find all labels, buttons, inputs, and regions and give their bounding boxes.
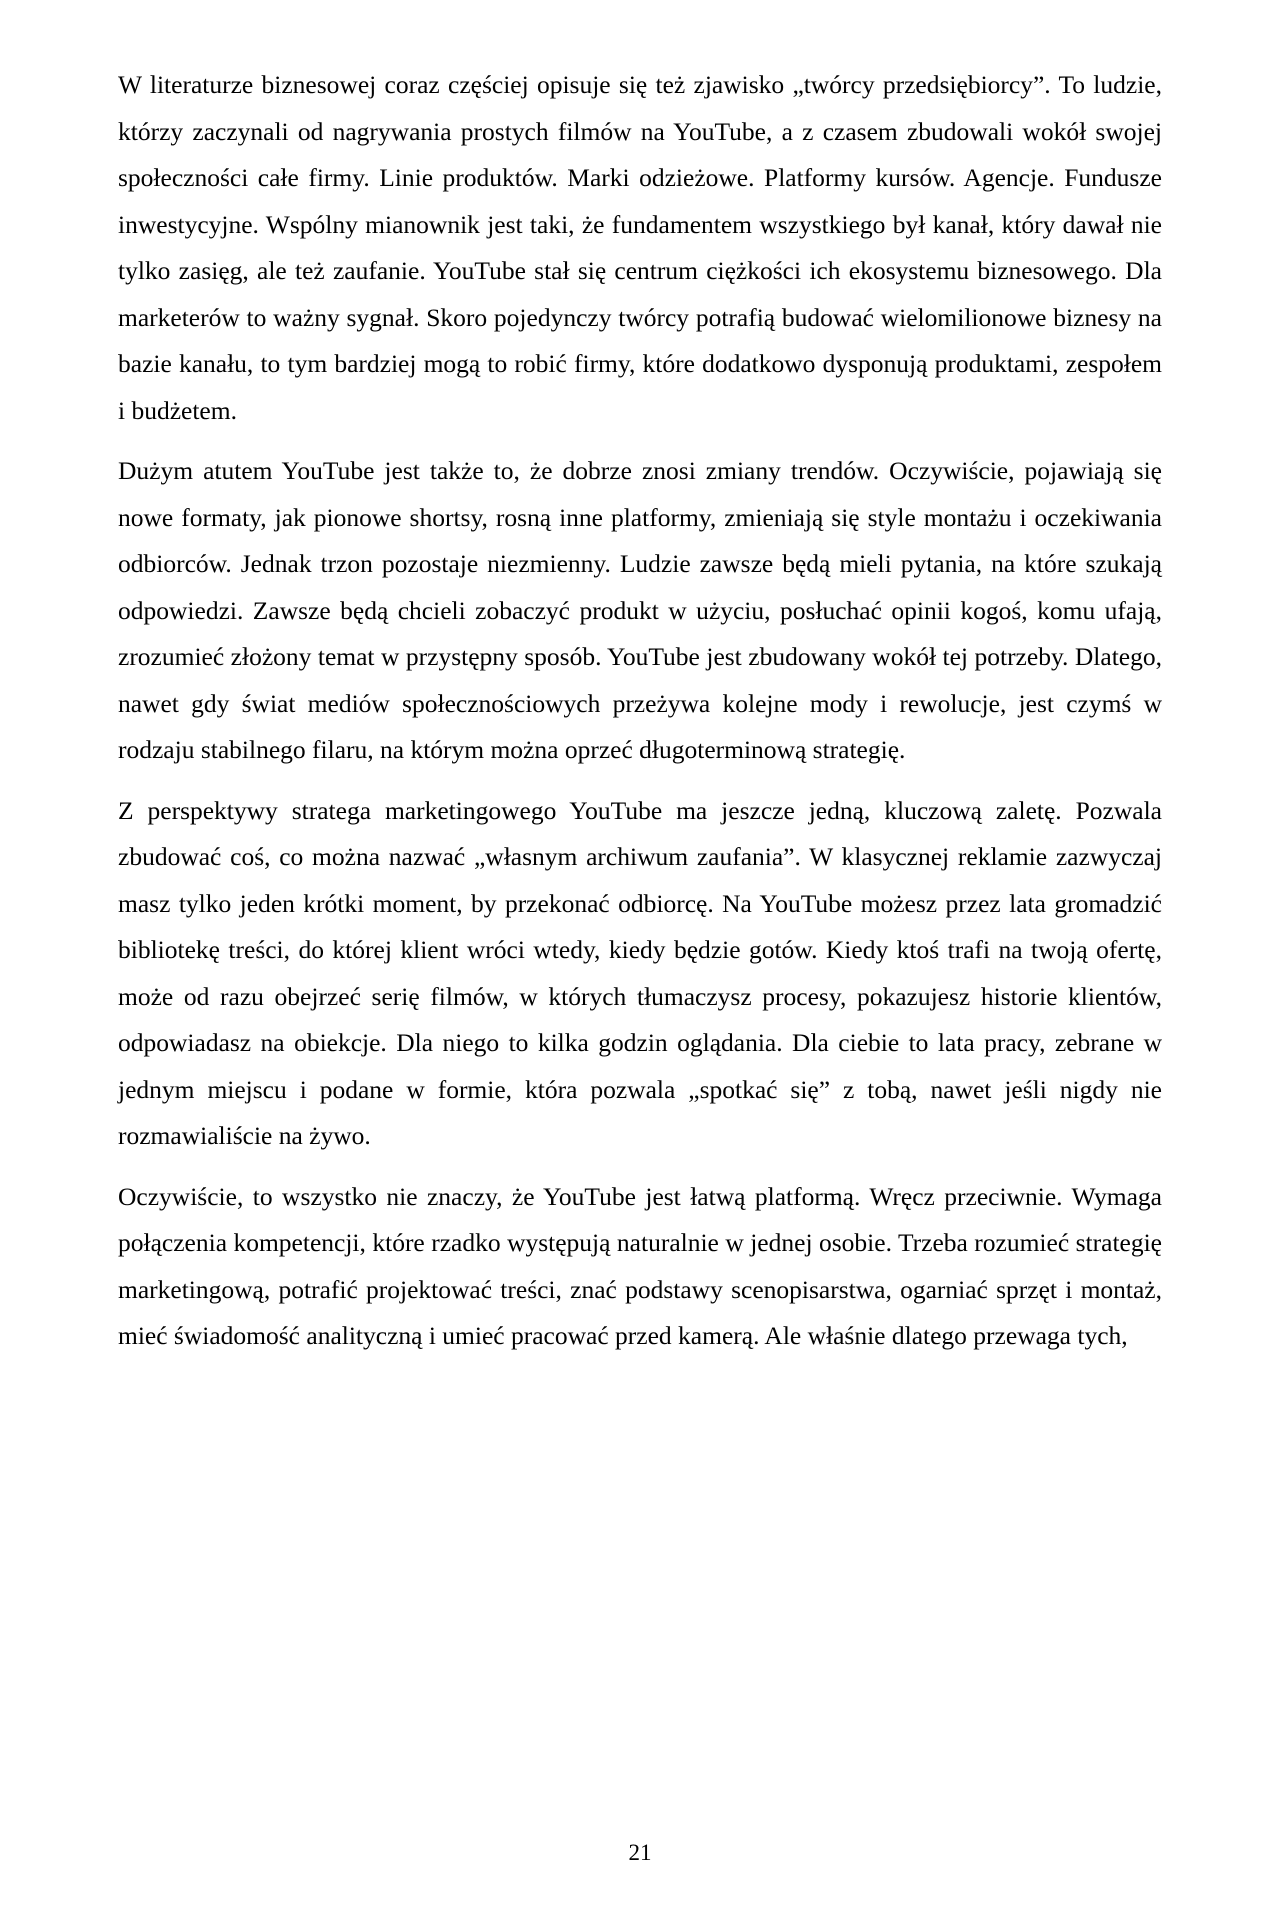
paragraph: Dużym atutem YouTube jest także to, że dobrze znosi zmiany trendów. Oczywiście, pojawiają się nowe formaty, jak pionowe shortsy, rosną inne platformy, zmieniają się style montażu i oczekiwania odbiorców. Jednak trzon pozostaje niezmienny. Ludzie zawsze będą mieli pytania, na które szukają odpowiedzi. Zawsze będą chcieli zobaczyć produkt w użyciu, posłuchać opinii kogoś, komu ufają, zrozumieć złożony temat w przystępny sposób. YouTube jest zbudowany wokół tej potrzeby. Dlatego, nawet gdy świat mediów społecznościowych przeżywa kolejne mody i rewolucje, jest czymś w rodzaju stabilnego filaru, na którym można oprzeć długoterminową strategię. bbox=[118, 456, 1162, 764]
page-number: 21 bbox=[628, 1840, 652, 1865]
paragraph: Oczywiście, to wszystko nie znaczy, że YouTube jest łatwą platformą. Wręcz przeciwnie. Wymaga połączenia kompetencji, które rzadko występują naturalnie w jednej osobie. Trzeba rozumieć strategię marketingową, potrafić projektować treści, znać podstawy scenopisarstwa, ogarniać sprzęt i montaż, mieć świadomość analityczną i umieć pracować przed kamerą. Ale właśnie dlatego przewaga tych, bbox=[118, 1181, 1162, 1350]
paragraph: W literaturze biznesowej coraz częściej opisuje się też zjawisko „twórcy przedsiębiorcy”. To ludzie, którzy zaczynali od nagrywania prostych filmów na YouTube, a z czasem zbudowali wokół swojej społeczności całe firmy. Linie produktów. Marki odzieżowe. Platformy kursów. Agencje. Fundusze inwestycyjne. Wspólny mianownik jest taki, że fundamentem wszystkiego był kanał, który dawał nie tylko zasięg, ale też zaufanie. YouTube stał się centrum ciężkości ich ekosystemu biznesowego. Dla marketerów to ważny sygnał. Skoro pojedynczy twórcy potrafią budować wielomilionowe biznesy na bazie kanału, to tym bardziej mogą to robić firmy, które dodatkowo dysponują produktami, zespołem i budżetem. bbox=[118, 70, 1162, 425]
paragraph: Z perspektywy stratega marketingowego YouTube ma jeszcze jedną, kluczową zaletę. Pozwala zbudować coś, co można nazwać „własnym archiwum zaufania”. W klasycznej reklamie zazwyczaj masz tylko jeden krótki moment, by przekonać odbiorcę. Na YouTube możesz przez lata gromadzić bibliotekę treści, do której klient wróci wtedy, kiedy będzie gotów. Kiedy ktoś trafi na twoją ofertę, może od razu obejrzeć serię filmów, w których tłumaczysz procesy, pokazujesz historie klientów, odpowiadasz na obiekcje. Dla niego to kilka godzin oglądania. Dla ciebie to lata pracy, zebrane w jednym miejscu i podane w formie, która pozwala „spotkać się” z tobą, nawet jeśli nigdy nie rozmawialiście na żywo. bbox=[118, 795, 1162, 1150]
